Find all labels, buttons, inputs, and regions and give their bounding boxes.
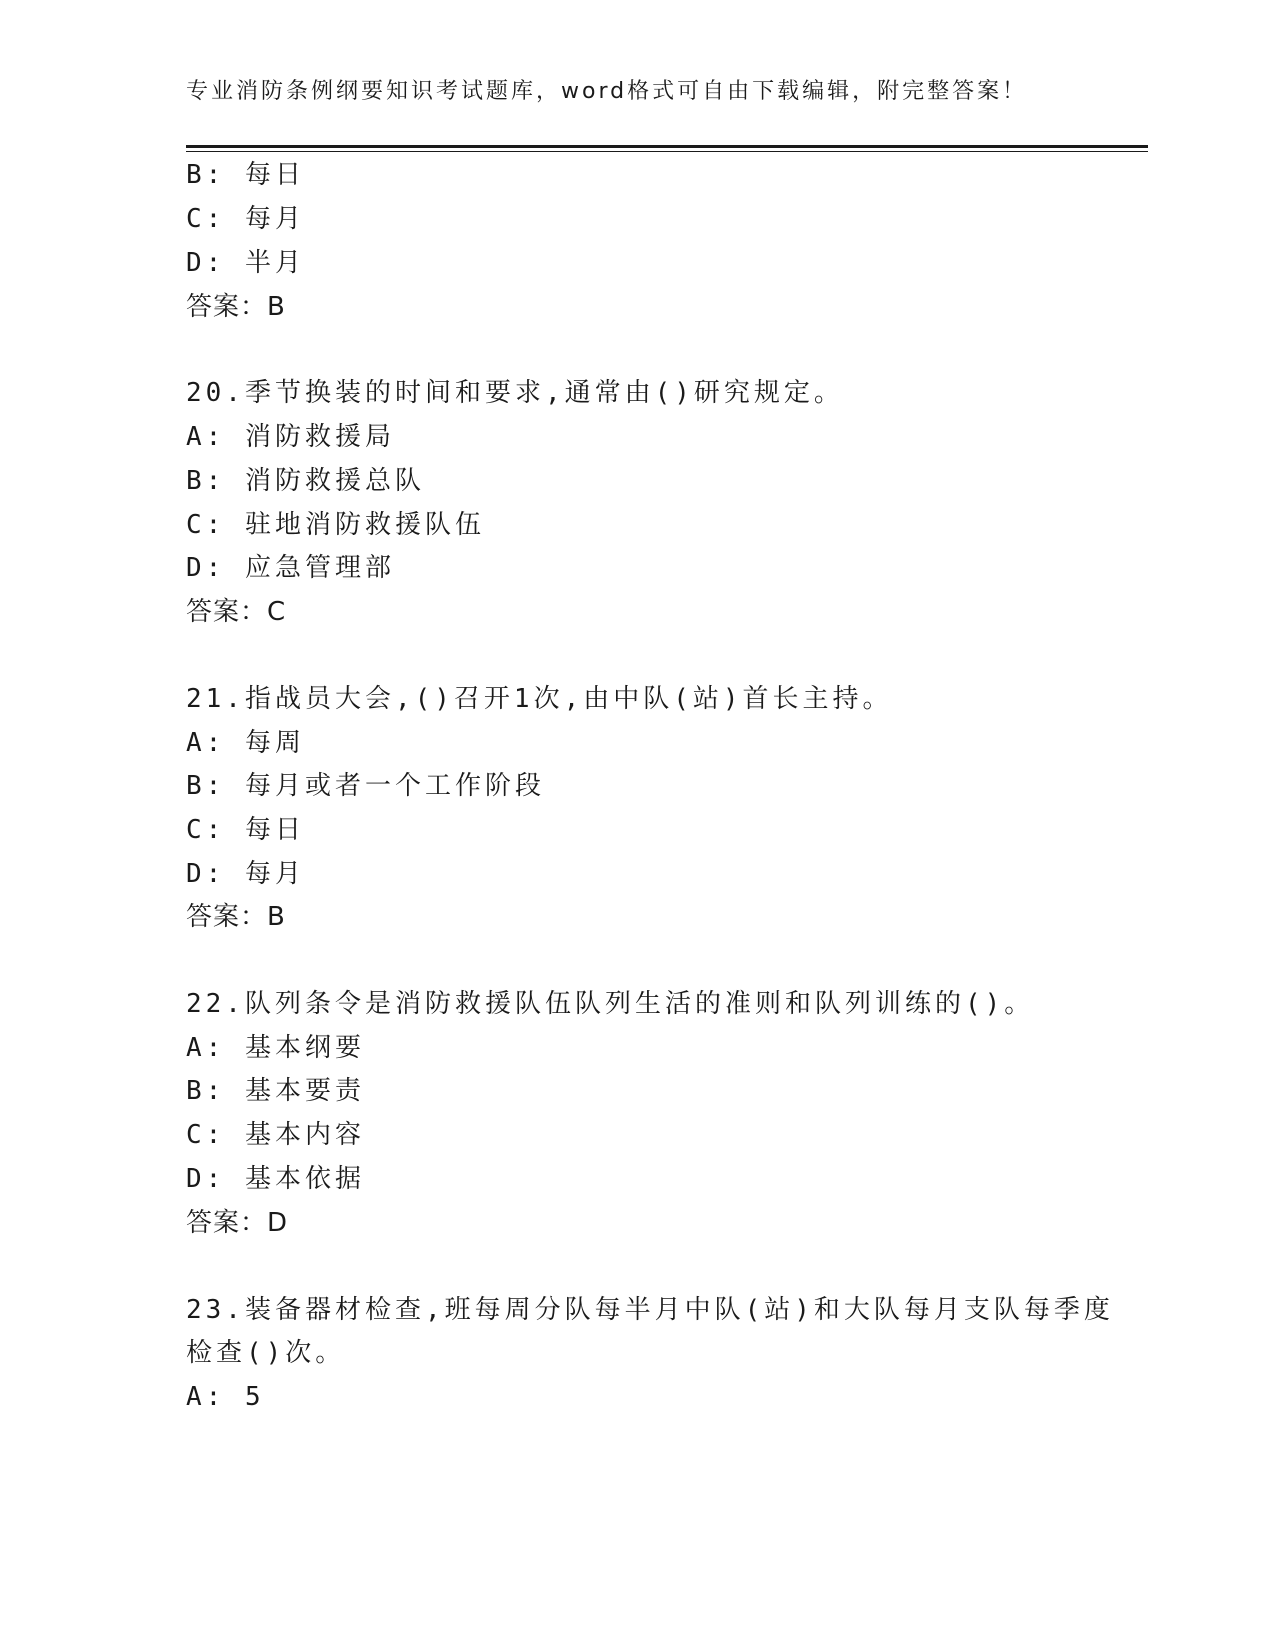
q22-text: 22.队列条令是消防救援队伍队列生活的准则和队列训练的()。 [186, 989, 1035, 1019]
q20-option-c: C: 驻地消防救援队伍 [186, 510, 485, 540]
page-header: 专业消防条例纲要知识考试题库，word格式可自由下载编辑，附完整答案！ [186, 79, 1028, 104]
header-divider-thick [186, 145, 1148, 148]
q22-option-d: D: 基本依据 [186, 1164, 365, 1194]
q21-answer: 答案：B [186, 902, 286, 932]
q20-text: 20.季节换装的时间和要求,通常由()研究规定。 [186, 378, 844, 408]
q19-option-d: D: 半月 [186, 248, 305, 278]
q21-option-c: C: 每日 [186, 815, 305, 845]
q20-option-d: D: 应急管理部 [186, 553, 395, 583]
q22-answer: 答案：D [186, 1208, 289, 1238]
q21-option-a: A: 每周 [186, 728, 305, 758]
q23-option-a: A: 5 [186, 1382, 265, 1412]
q20-option-a: A: 消防救援局 [186, 422, 395, 452]
q23-text-line-1: 23.装备器材检查,班每周分队每半月中队(站)和大队每月支队每季度 [186, 1295, 1114, 1325]
q20-answer: 答案：C [186, 597, 287, 627]
q21-option-d: D: 每月 [186, 859, 305, 889]
q21-text: 21.指战员大会,()召开1次,由中队(站)首长主持。 [186, 684, 893, 714]
q21-option-b: B: 每月或者一个工作阶段 [186, 771, 545, 801]
q19-option-b: B: 每日 [186, 160, 305, 190]
q19-option-c: C: 每月 [186, 204, 305, 234]
q23-text-line-2: 检查()次。 [186, 1338, 346, 1368]
header-divider-thin [186, 151, 1148, 152]
q22-option-c: C: 基本内容 [186, 1120, 365, 1150]
q22-option-a: A: 基本纲要 [186, 1033, 365, 1063]
q22-option-b: B: 基本要责 [186, 1076, 365, 1106]
q19-answer: 答案：B [186, 292, 286, 322]
q20-option-b: B: 消防救援总队 [186, 466, 425, 496]
